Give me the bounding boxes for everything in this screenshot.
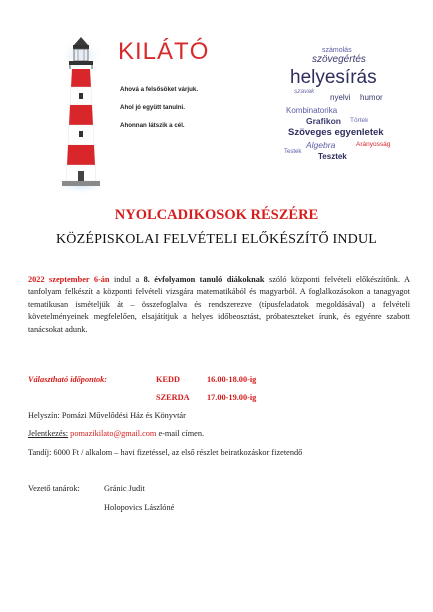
tagline-1: Ahová a felsősöket várjuk. [120,86,199,93]
application-label: Jelentkezés: [28,429,69,438]
teacher-name-1: Gránic Judit [104,484,145,493]
tagline-2: Ahol jó együtt tanulni. [120,104,185,111]
word-cloud [278,45,418,175]
cloud-word: Arányosság [356,141,391,148]
cloud-word: Tesztek [318,152,347,161]
intro-paragraph: 2022 szeptember 6-án indul a 8. évfolyamon tanuló diákoknak szóló központi felvételi előkészítőnk. A tanfolyam felkészít a központi felvételi vizsgára matematikából és magyarból. A foglalkozásokon a tanagyagot tematikusan ismételjük át – összefoglalva és rendszerezve (típusfeladatok megoldásával) a felvételi követelményeinek megfelelően, elsajátítjuk a helyes időbeosztást, próbateszteket írunk, és egyénre szabott tanácsokat adunk. [28,275,410,334]
tagline-3: Ahonnan látszik a cél. [120,122,185,129]
page-subtitle: KÖZÉPISKOLAI FELVÉTELI ELŐKÉSZÍTŐ INDUL [55,232,378,247]
cloud-word: Testek [284,149,302,155]
schedule-time-2: 17.00-19.00-ig [207,393,257,402]
target-grade: 8. évfolyamon tanuló diákoknak [143,275,265,284]
lighthouse-illustration [50,35,112,200]
teacher-name-2: Holopovics Lászlóné [104,503,175,512]
schedule-time-1: 16.00-18.00-ig [207,375,257,384]
schedule-day-2: SZERDA [156,393,190,402]
cloud-word: számolás [322,47,352,54]
application-line: Jelentkezés: pomazikilato@gmail.com e-mail címen. [28,429,205,438]
email-link[interactable]: pomazikilato@gmail.com [70,429,157,438]
schedule-label: Választható időpontok: [28,375,108,384]
cloud-word: Törtek [350,117,369,124]
schedule-day-1: KEDD [156,375,180,384]
cloud-word: Algebra [306,140,336,150]
fee-text: Tandíj: 6000 Ft / alkalom – havi fizetéssel, az első részlet beiratkozáskor fizetendő [28,448,303,457]
cloud-word: Kombinatorika [286,106,338,115]
cloud-word: nyelvi [330,93,351,102]
brand-title: KILÁTÓ [118,38,210,65]
cloud-word: Szöveges egyenletek [288,127,384,138]
page-title: NYOLCADIKOSOK RÉSZÉRE [114,207,319,223]
cloud-word: szavak [294,88,315,95]
start-date: 2022 szeptember 6-án [28,275,110,284]
cloud-word: helyesírás [290,67,377,88]
cloud-word: Grafikon [306,116,341,126]
teachers-label: Vezető tanárok: [28,484,80,493]
cloud-word: szövegértés [312,54,366,65]
cloud-word: humor [360,93,383,102]
location-text: Helyszín: Pomázi Művelődési Ház és Könyvtár [28,411,186,420]
